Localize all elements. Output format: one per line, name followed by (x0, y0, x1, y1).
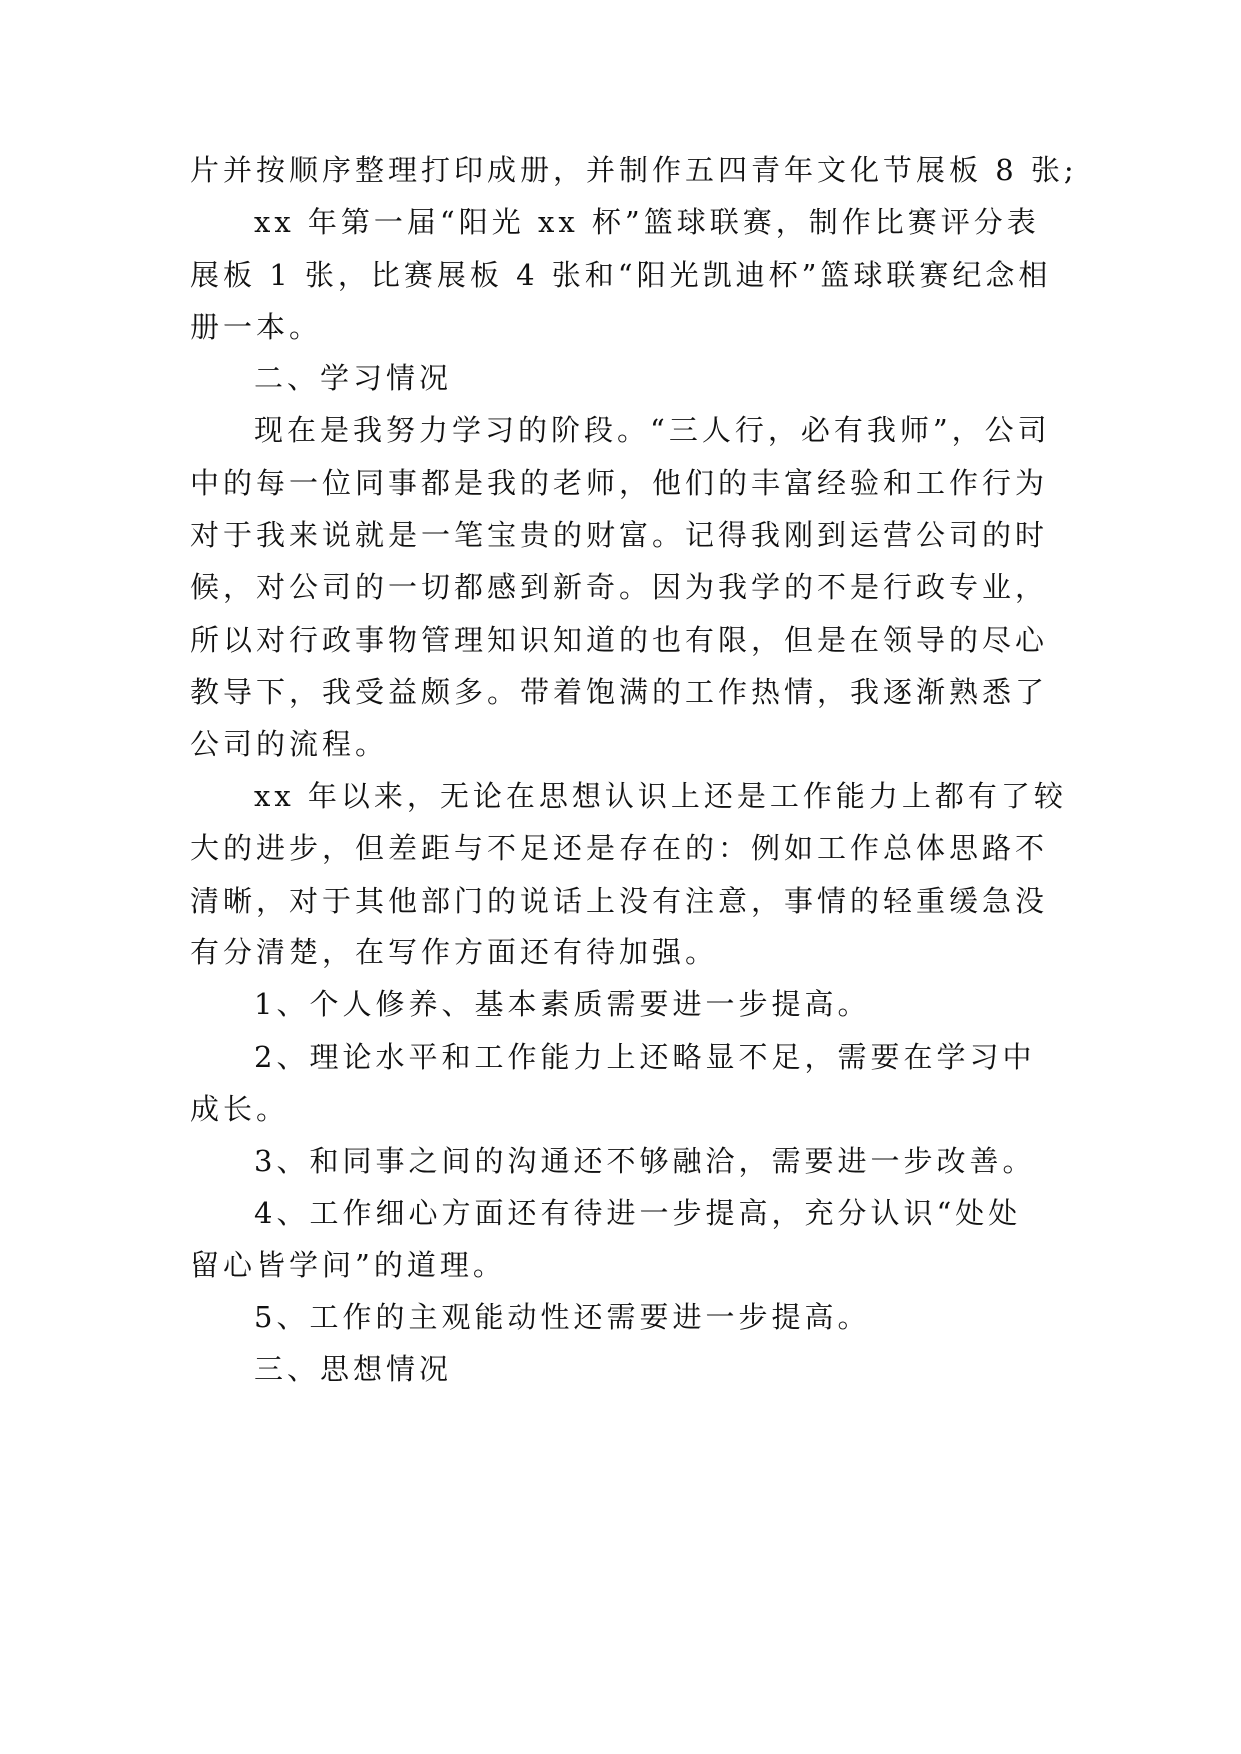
list-item: 5、工作的主观能动性还需要进一步提高。 (254, 1300, 871, 1334)
text-line: 留心皆学问”的道理。 (190, 1248, 506, 1282)
list-item: 1、个人修养、基本素质需要进一步提高。 (254, 987, 871, 1021)
text-line: xx 年以来，无论在思想认识上还是工作能力上都有了较 (254, 779, 1067, 813)
text-line: 片并按顺序整理打印成册，并制作五四青年文化节展板 8 张; (190, 153, 1078, 187)
section-heading: 二、学习情况 (254, 361, 453, 395)
list-item: 4、工作细心方面还有待进一步提高，充分认识“处处 (254, 1196, 1022, 1230)
list-item: 3、和同事之间的沟通还不够融洽，需要进一步改善。 (254, 1144, 1036, 1178)
text-line: 现在是我努力学习的阶段。“三人行，必有我师”，公司 (254, 413, 1051, 447)
text-line: 清晰，对于其他部门的说话上没有注意，事情的轻重缓急没 (190, 884, 1049, 918)
text-line: 教导下，我受益颇多。带着饱满的工作热情，我逐渐熟悉了 (190, 675, 1049, 709)
text-line: xx 年第一届“阳光 xx 杯”篮球联赛，制作比赛评分表 (254, 205, 1040, 239)
text-line: 展板 1 张，比赛展板 4 张和“阳光凯迪杯”篮球联赛纪念相 (190, 258, 1052, 292)
text-line: 候，对公司的一切都感到新奇。因为我学的不是行政专业， (190, 570, 1049, 604)
text-line: 册一本。 (190, 310, 323, 344)
list-item: 2、理论水平和工作能力上还略显不足，需要在学习中 (254, 1040, 1036, 1074)
text-line: 中的每一位同事都是我的老师，他们的丰富经验和工作行为 (190, 466, 1049, 500)
text-line: 大的进步，但差距与不足还是存在的：例如工作总体思路不 (190, 831, 1049, 865)
text-line: 所以对行政事物管理知识知道的也有限，但是在领导的尽心 (190, 623, 1049, 657)
text-line: 对于我来说就是一笔宝贵的财富。记得我刚到运营公司的时 (190, 518, 1049, 552)
text-line: 有分清楚，在写作方面还有待加强。 (190, 935, 719, 969)
text-line: 成长。 (190, 1092, 290, 1126)
section-heading: 三、思想情况 (254, 1352, 453, 1386)
text-line: 公司的流程。 (190, 727, 389, 761)
